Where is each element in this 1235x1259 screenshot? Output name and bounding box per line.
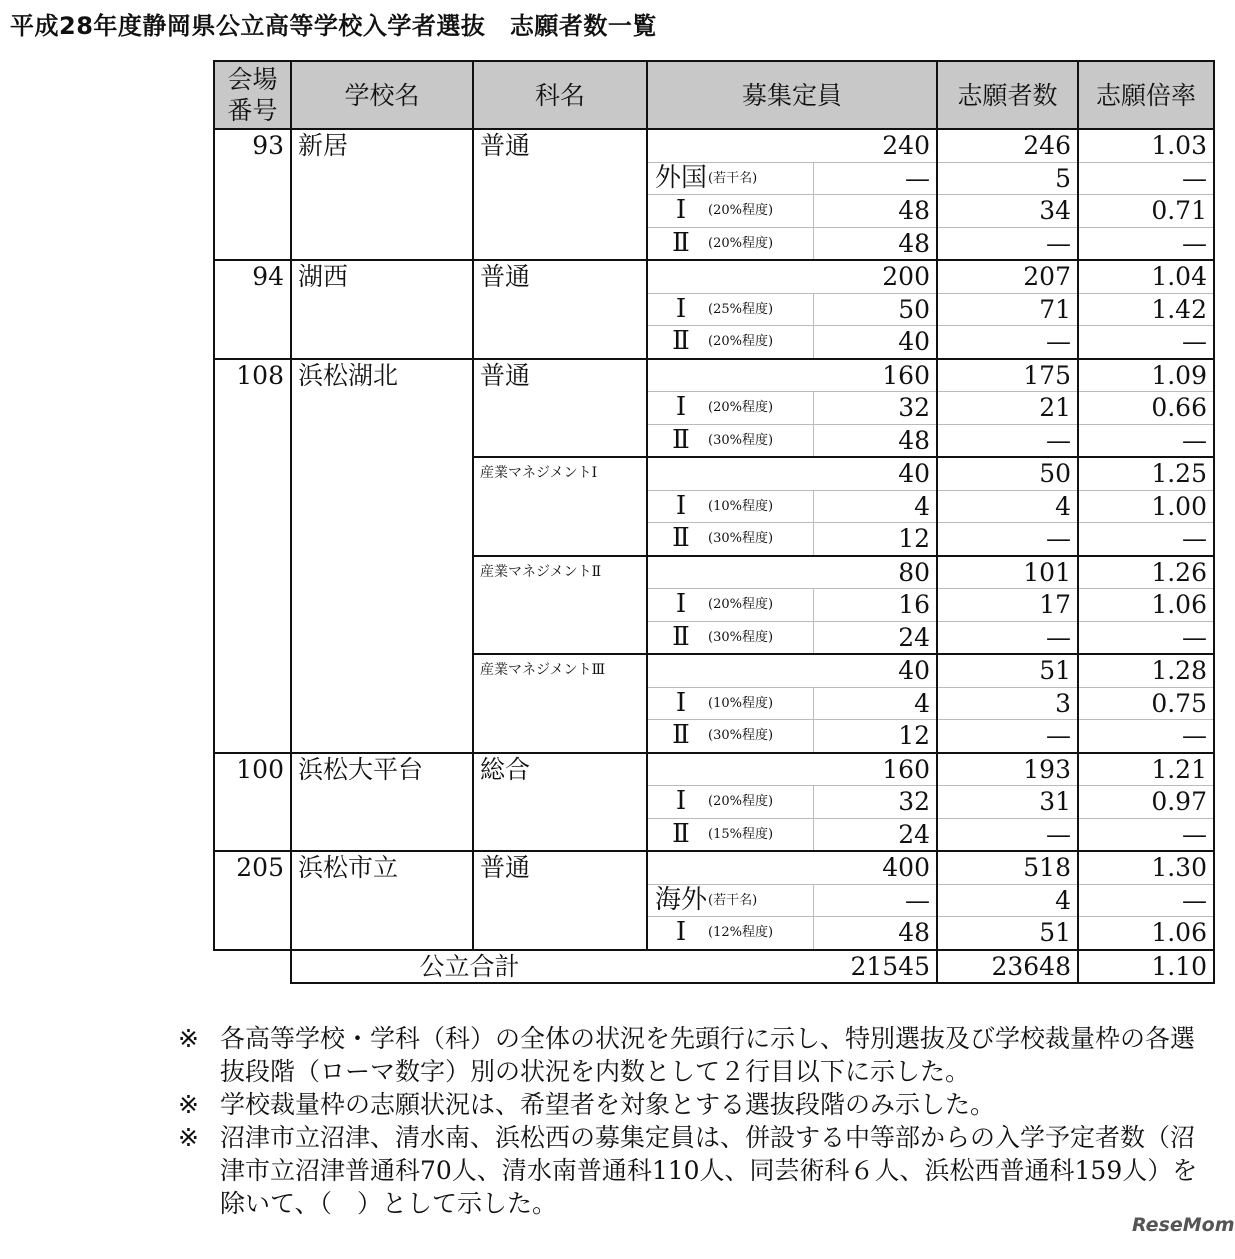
applicants: — (937, 818, 1078, 851)
ratio: — (1078, 326, 1214, 359)
applicants: — (937, 720, 1078, 753)
selection-label-wrap (654, 425, 807, 456)
ratio: 1.09 (1078, 359, 1214, 392)
school-no: 100 (214, 753, 291, 852)
selection-label (647, 162, 813, 195)
capacity: 12 (813, 523, 937, 556)
selection-note: (30%程度) (708, 531, 774, 546)
applicants: — (937, 227, 1078, 260)
applicants: 50 (937, 457, 1078, 490)
table-row (214, 851, 1214, 884)
applicants: — (937, 424, 1078, 457)
selection-stage: Ⅱ (672, 326, 690, 356)
selection-label-wrap (654, 326, 807, 357)
selection-note: (30%程度) (708, 629, 774, 645)
header-applicants: 志願者数 (937, 61, 1078, 129)
selection-label-wrap (654, 885, 807, 916)
selection-stage: Ⅰ (675, 293, 687, 324)
selection-stage: Ⅰ (675, 589, 687, 619)
resemom-logo: ReseMom (1132, 1214, 1235, 1236)
selection-label (647, 227, 813, 260)
capacity: 48 (813, 227, 937, 260)
ratio: — (1078, 227, 1214, 260)
note-item (178, 1121, 1208, 1220)
dept-name: 普通 (473, 851, 647, 950)
dept-name: 普通 (473, 359, 647, 458)
capacity: 48 (813, 917, 937, 950)
table-row (214, 260, 1214, 293)
selection-label-wrap (654, 228, 807, 259)
applicants: 34 (937, 195, 1078, 228)
selection-label-wrap (654, 688, 807, 719)
selection-label (647, 786, 813, 819)
ratio: — (1078, 884, 1214, 917)
header-school: 学校名 (291, 61, 473, 129)
selection-note: (20%程度) (708, 334, 774, 349)
capacity: 160 (647, 753, 937, 786)
capacity: 24 (813, 818, 937, 851)
dept-name: 産業マネジメントⅡ (473, 556, 647, 655)
applicants: — (937, 326, 1078, 359)
applicants: 51 (937, 654, 1078, 687)
selection-stage: Ⅱ (672, 227, 690, 258)
selection-label (647, 424, 813, 457)
applicants: 3 (937, 687, 1078, 720)
applicants: 31 (937, 786, 1078, 819)
school-no: 93 (214, 129, 291, 260)
applicants: — (937, 621, 1078, 654)
school-name: 浜松市立 (291, 851, 473, 950)
applicants: 4 (937, 490, 1078, 523)
notes (178, 1022, 1208, 1220)
selection-label (647, 621, 813, 654)
capacity: — (813, 884, 937, 917)
selection-label-wrap (654, 392, 807, 423)
capacity: — (813, 162, 937, 195)
selection-stage: Ⅱ (672, 621, 690, 652)
capacity: 50 (813, 293, 937, 326)
capacity: 12 (813, 720, 937, 753)
selection-label (647, 523, 813, 556)
selection-note: (15%程度) (708, 826, 774, 842)
ratio: — (1078, 162, 1214, 195)
selection-label (647, 720, 813, 753)
school-name: 浜松湖北 (291, 359, 473, 753)
capacity: 200 (647, 260, 937, 293)
capacity: 4 (813, 687, 937, 720)
ratio: — (1078, 621, 1214, 654)
capacity: 40 (813, 326, 937, 359)
note-item (178, 1022, 1208, 1088)
selection-label (647, 884, 813, 917)
selection-label-wrap (654, 819, 807, 850)
selection-label-wrap (654, 622, 807, 653)
selection-stage: Ⅰ (675, 786, 687, 816)
selection-note: (20%程度) (708, 203, 774, 218)
selection-stage: Ⅱ (672, 523, 690, 553)
applicants: 5 (937, 162, 1078, 195)
selection-label (647, 687, 813, 720)
school-name: 浜松大平台 (291, 753, 473, 852)
selection-label (647, 589, 813, 622)
applicants: 175 (937, 359, 1078, 392)
capacity: 4 (813, 490, 937, 523)
capacity: 400 (647, 851, 937, 884)
dept-name: 普通 (473, 260, 647, 359)
applicants: 207 (937, 260, 1078, 293)
selection-label-wrap (654, 195, 807, 226)
total-ratio: 1.10 (1078, 950, 1214, 984)
header-ratio: 志願倍率 (1078, 61, 1214, 129)
ratio: 1.42 (1078, 293, 1214, 326)
capacity: 240 (647, 129, 937, 162)
total-blank (214, 950, 291, 984)
capacity: 160 (647, 359, 937, 392)
selection-note: (20%程度) (708, 400, 774, 415)
school-name: 新居 (291, 129, 473, 260)
applicants: 71 (937, 293, 1078, 326)
applicants: 246 (937, 129, 1078, 162)
school-no: 94 (214, 260, 291, 359)
ratio: 1.04 (1078, 260, 1214, 293)
table-row (214, 129, 1214, 162)
ratio: 1.28 (1078, 654, 1214, 687)
capacity: 48 (813, 424, 937, 457)
note-mark: ※ (178, 1123, 199, 1152)
selection-label-wrap (654, 786, 807, 817)
selection-label-wrap (654, 491, 807, 522)
capacity: 48 (813, 195, 937, 228)
ratio: 0.71 (1078, 195, 1214, 228)
selection-note: (25%程度) (708, 301, 774, 317)
header-capacity: 募集定員 (647, 61, 937, 129)
applicants: 518 (937, 851, 1078, 884)
capacity: 32 (813, 392, 937, 425)
ratio: 0.75 (1078, 687, 1214, 720)
selection-label-wrap (654, 720, 807, 751)
selection-stage: Ⅰ (675, 917, 687, 947)
applicants: — (937, 523, 1078, 556)
ratio: — (1078, 424, 1214, 457)
selection-note: (若干名) (708, 170, 758, 186)
selection-note: (10%程度) (708, 498, 774, 514)
ratio: 1.06 (1078, 589, 1214, 622)
selection-stage: Ⅱ (672, 720, 690, 750)
table-row (214, 359, 1214, 392)
ratio: 1.03 (1078, 129, 1214, 162)
applicants: 4 (937, 884, 1078, 917)
applicants: 51 (937, 917, 1078, 950)
total-capacity: 21545 (647, 950, 937, 984)
note-mark: ※ (178, 1024, 199, 1053)
selection-label (647, 326, 813, 359)
selection-label-wrap (654, 523, 807, 554)
selection-stage: Ⅰ (675, 687, 687, 718)
selection-stage: Ⅰ (675, 490, 687, 521)
dept-name: 総合 (473, 753, 647, 852)
ratio: 1.21 (1078, 753, 1214, 786)
selection-label (647, 195, 813, 228)
applicants: 101 (937, 556, 1078, 589)
selection-label-wrap (654, 917, 807, 948)
applicants-table (213, 60, 1215, 984)
selection-stage: 海外 (654, 884, 707, 915)
table-header-row (214, 61, 1214, 129)
selection-note: (12%程度) (708, 925, 774, 940)
note-text: 各高等学校・学科（科）の全体の状況を先頭行に示し、特別選抜及び学校裁量枠の各選抜段階（ローマ数字）別の状況を内数として２行目以下に示した。 (220, 1024, 1196, 1086)
ratio: 0.97 (1078, 786, 1214, 819)
capacity: 24 (813, 621, 937, 654)
page-title: 平成28年度静岡県公立高等学校入学者選抜 志願者数一覧 (10, 12, 657, 40)
selection-note: (10%程度) (708, 695, 774, 711)
selection-note: (30%程度) (708, 728, 774, 743)
dept-name: 産業マネジメントⅠ (473, 457, 647, 556)
selection-note: (20%程度) (708, 597, 774, 612)
selection-label-wrap (654, 294, 807, 325)
selection-stage: Ⅰ (675, 392, 687, 422)
capacity: 40 (647, 654, 937, 687)
selection-stage: 外国 (654, 162, 707, 193)
capacity: 40 (647, 457, 937, 490)
selection-label-wrap (654, 589, 807, 620)
table-row (214, 753, 1214, 786)
applicants: 21 (937, 392, 1078, 425)
selection-note: (若干名) (708, 892, 758, 908)
total-label: 公立合計 (291, 950, 647, 984)
dept-name: 普通 (473, 129, 647, 260)
ratio: 1.00 (1078, 490, 1214, 523)
header-no (214, 61, 291, 129)
school-no: 205 (214, 851, 291, 950)
selection-note: (20%程度) (708, 794, 774, 809)
header-dept: 科名 (473, 61, 647, 129)
selection-label (647, 392, 813, 425)
ratio: 0.66 (1078, 392, 1214, 425)
selection-label (647, 293, 813, 326)
ratio: 1.26 (1078, 556, 1214, 589)
school-no: 108 (214, 359, 291, 753)
ratio: 1.30 (1078, 851, 1214, 884)
dept-name: 産業マネジメントⅢ (473, 654, 647, 753)
applicants: 193 (937, 753, 1078, 786)
selection-note: (30%程度) (708, 432, 774, 448)
total-row (214, 950, 1214, 984)
ratio: — (1078, 523, 1214, 556)
capacity: 32 (813, 786, 937, 819)
note-mark: ※ (178, 1090, 199, 1119)
selection-stage: Ⅱ (672, 424, 690, 455)
note-item (178, 1088, 1208, 1121)
ratio: — (1078, 818, 1214, 851)
total-applicants: 23648 (937, 950, 1078, 984)
selection-label (647, 917, 813, 950)
selection-label (647, 818, 813, 851)
selection-stage: Ⅰ (675, 195, 687, 225)
capacity: 80 (647, 556, 937, 589)
ratio: 1.06 (1078, 917, 1214, 950)
applicants: 17 (937, 589, 1078, 622)
selection-label (647, 490, 813, 523)
header-no-label: 会場番号 (227, 65, 278, 125)
note-text: 沼津市立沼津、清水南、浜松西の募集定員は、併設する中等部からの入学予定者数（沼津市立沼津普通科70人、清水南普通科110人、同芸術科６人、浜松西普通科159人）を除いて、（ ）として示した。 (220, 1123, 1198, 1218)
selection-label-wrap (654, 163, 807, 194)
ratio: 1.25 (1078, 457, 1214, 490)
ratio: — (1078, 720, 1214, 753)
capacity: 16 (813, 589, 937, 622)
selection-stage: Ⅱ (672, 818, 690, 849)
selection-note: (20%程度) (708, 235, 774, 251)
school-name: 湖西 (291, 260, 473, 359)
note-text: 学校裁量枠の志願状況は、希望者を対象とする選抜段階のみ示した。 (220, 1090, 996, 1119)
